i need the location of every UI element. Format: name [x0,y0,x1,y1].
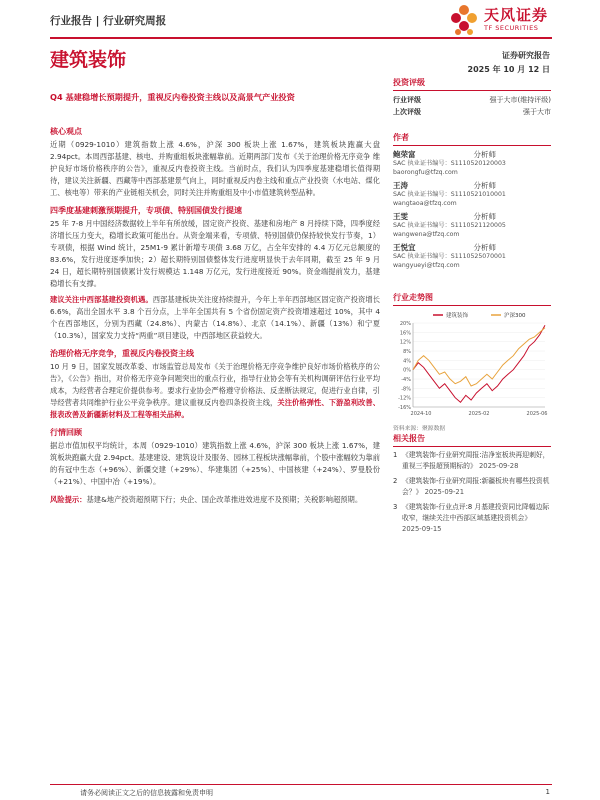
section-heading: 治理价格无序竞争，重视反内卷投资主线 [50,349,194,358]
logo-text-en: TF SECURITIES [484,24,539,32]
y-tick-label: -8% [401,386,411,393]
author-email[interactable]: baorongfu@tfzq.com [393,168,458,176]
y-tick-label: -4% [401,377,411,383]
logo-text: 天风证券 [484,6,549,24]
related-report-item[interactable]: 1 《建筑装饰-行业研究周报:洁净室板块再迎刺好，重视三季报超预期标的》 2025-09-28 [393,451,550,470]
related-report-item[interactable]: 3 《建筑装饰-行业点评:8 月基建投资同比降幅边际收窄，继续关注中西部区域基建投资机会》 2025-09-15 [393,503,550,533]
highlight-text: 关注价格弹性、下游盈利改善、报表改善及新疆新材料及工程等相关品种。 [50,398,380,419]
section-core-view [50,126,380,199]
rating-row: 行业评级 强于大市(维持评级) [393,96,551,104]
chart-source: 资料来源：聚源数据 [393,426,446,432]
author-email[interactable]: wangtaoa@tfzq.com [393,199,457,207]
legend-label: 建筑装饰 [446,313,469,319]
section-heading: 核心观点 [50,127,82,136]
trend-chart-svg [393,309,551,421]
page-title: 建筑装饰 [50,49,127,71]
x-tick-label: 2025-06 [526,411,548,417]
page-number: 1 [545,788,550,796]
y-tick-label: 8% [403,349,411,355]
section-anti-involution [50,348,380,421]
section-infrastructure [50,205,380,342]
x-tick-label: 2025-02 [468,411,490,417]
y-tick-label: 16% [399,330,411,337]
paragraph: 建议关注中西部基建投资机遇。西部基建板块关注度持续提升，今年上半年西部地区固定资产投资增长 6.6%，高出全国水平 3.8 个百分点，上半年全国共有 5 个省份固定资产投资增速超过 10%，其中 4 个在西部地区，分别为西藏（24.8%）、内蒙古（14.8%）、北京（14.1%）、新疆（13%）和宁夏（10.3%），国家发力支持“两重”项目建设，中西部地区获益较大。 [50,295,381,340]
sidebar [393,77,551,270]
author-email[interactable]: wangyueyi@tfzq.com [393,261,460,269]
section-heading: 行情回顾 [50,428,82,437]
y-tick-label: -12% [398,395,411,402]
paragraph: 近期（0929-1010）建筑指数上涨 4.6%，沪深 300 板块上涨 1.67%，建筑板块跑赢大盘 2.94pct。本周西部基建、核电、并购重组板块涨幅靠前。近期两部门发布《关于治理价格无序竞争 维护良好市场价格秩序的公告》，重视反内卷投资主线。当前时点，我们认为四季度基建稳增长值得期待，建议关注新疆、西藏等中西部基建景气向上，同时重视反内卷主线和重点产业投资（水电站、煤化工、核电等）带来的产业链相关机会，同时关注并购重组及中小市值建筑转型品种。 [50,140,380,197]
y-tick-label: -16% [398,405,411,411]
breadcrumb: 行业报告 | 行业研究周报 [50,15,167,27]
author-entry: 王涛 分析师 SAC 执业证书编号：S1110521010001 wangtaoa@tfzq.com [393,180,551,208]
series-line-1 [413,325,545,402]
trend-chart [393,292,551,432]
paragraph: 25 年 7-8 月中国经济数据较上半年有所放缓，固定资产投资、基建和房地产 8 月持续下降，四季度经济增长压力变大，稳增长政策可能出台。从资金端来看，专项债、特别国债仍保持较快发行节奏，1）专项债，根据 Wind 统计，25M1-9 累计新增专项债 3.68 万亿，占全年安排的 4.4 万亿元总额度的 83.6%，发行进度逐季加快；2）超长期特别国债整体发行进度明显快于去年同期，截至 25 年 9 月 24 日，超长期特别国债累计发行规模达 1.148 万亿元，发行进度接近 90%。资金端提前发力，基建稳增长有支撑。 [50,219,380,288]
section-market-review [50,427,380,488]
chart-heading: 行业走势图 [393,292,551,306]
paragraph: 风险提示：基建&地产投资超预期下行；央企、国企改革推进效进度不及预期；关税影响超预期。 [50,495,363,504]
section-heading: 四季度基建刺激预期提升，专项债、特别国债发行提速 [50,206,242,215]
y-tick-label: 12% [399,339,411,346]
paragraph: 10 月 9 日，国家发展改革委、市场监管总局发布《关于治理价格无序竞争维护良好市场价格秩序的公告》，《公告》指出，对价格无序竞争问题突出的重点行业，指导行业协会等有关机构调研评估行业平均成本，为经营者合理定价提供参考。要求行业协会严格遵守价格法、反垄断法规定，促进行业自律，引导经营者共同维护行业公平竞争秩序。建议重视反内卷四条投资主线，关注价格弹性、下游盈利改善、报表改善及新疆新材料及工程等相关品种。 [50,362,380,419]
footer-disclaimer: 请务必阅读正文之后的信息披露和免责申明 [80,789,213,797]
related-heading: 相关报告 [393,433,551,447]
report-subtitle: Q4 基建稳增长预期提升，重视反内卷投资主线以及高景气产业投资 [50,92,295,102]
author-entry: 王悦宜 分析师 SAC 执业证书编号：S1110525070001 wangyueyi@tfzq.com [393,242,551,270]
author-entry: 鲍荣富 分析师 SAC 执业证书编号：S1110520120003 baorongfu@tfzq.com [393,149,551,177]
authors-heading: 作者 [393,132,551,146]
report-type: 证券研究报告 [502,51,550,60]
risk-label: 风险提示： [50,495,87,504]
y-tick-label: 0% [403,367,411,374]
series-line-2 [413,328,545,386]
y-tick-label: 4% [403,358,411,365]
report-date: 2025 年 10 月 12 日 [467,65,550,74]
rating-row: 上次评级 强于大市 [393,108,551,116]
author-email[interactable]: wangwena@tfzq.com [393,230,460,238]
highlight-text: 建议关注中西部基建投资机遇。 [50,295,153,304]
author-entry: 王雯 分析师 SAC 执业证书编号：S1110521120005 wangwena@tfzq.com [393,211,551,239]
footer-divider [50,784,552,785]
main-content [50,120,380,510]
related-report-item[interactable]: 2 《建筑装饰-行业研究周报:新疆板块有哪些投资机会？》 2025-09-21 [393,477,550,496]
y-tick-label: 20% [399,321,411,327]
x-tick-label: 2024-10 [410,411,432,417]
rating-heading: 投资评级 [393,77,551,91]
header-divider [50,37,552,39]
legend-label: 沪深300 [504,313,526,319]
section-risk [50,494,380,506]
paragraph: 据总市值加权平均统计，本周（0929-1010）建筑指数上涨 4.6%，沪深 300 板块上涨 1.67%，建筑板块跑赢大盘 2.94pct。基建建设、建筑设计及服务、园林工程板块涨幅靠前，个股中涨幅较为靠前的有冠中生态（+96%）、新疆交建（+29%）、华建集团（+25%）、中国核建（+24%）、罗曼股份（+21%）、中国中冶（+19%）。 [50,441,380,486]
related-reports [393,433,551,539]
